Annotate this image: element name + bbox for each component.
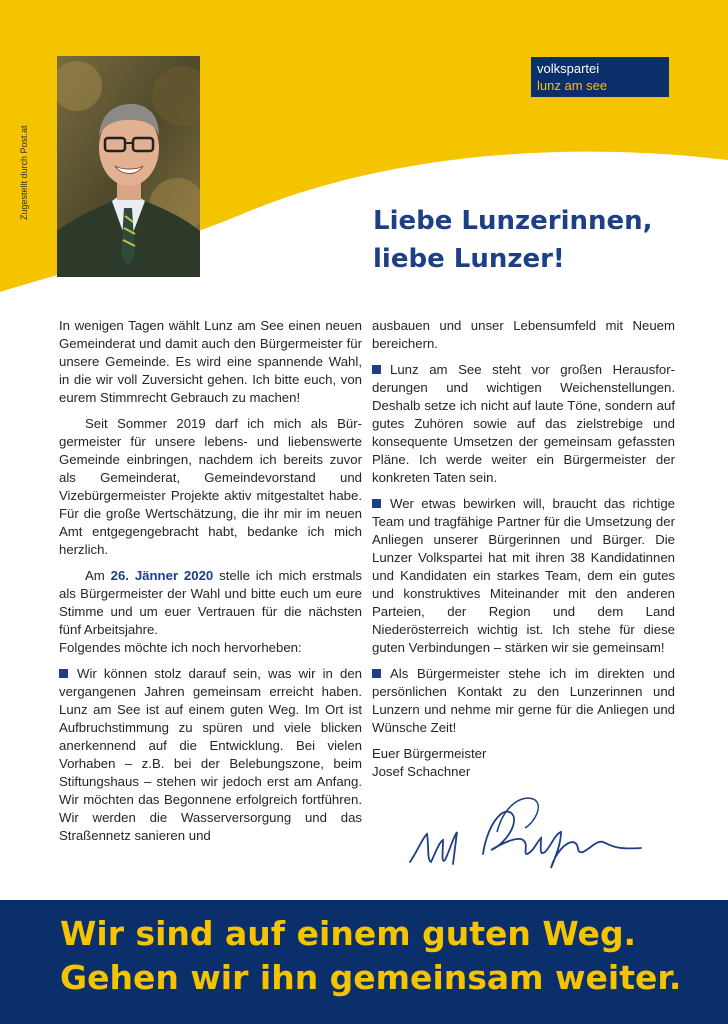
bullet-paragraph-challenges: Lunz am See steht vor großen Herausforderungen und wichtigen Weichenstellungen. Deshalb setze ich nicht auf laute Töne, sondern auf gutes Zuhören sowie auf das zielstrebige und konsequente Umsetzen der gemeinsam gefassten Pläne. Ich werde weiter ein Bürgermeister der konkreten Taten sein. bbox=[372, 362, 675, 485]
paragraph-election-date: Am 26. Jänner 2020 stelle ich mich erstmals als Bürgermeister der Wahl und bitte euch um eure Stimme und um euer Vertrauen für die nächsten fünf Arbeitsjahre. bbox=[59, 568, 362, 637]
bullet-paragraph-team: Wer etwas bewirken will, braucht das richtige Team und tragfähige Partner für die Umsetzung der Anliegen unserer Bürgerinnen und Bürger. Die Lunzer Volkspartei hat mit ihren 38 Kandidatinnen und Kandidaten ein starkes Team, dem ein gutes und konstruktives Miteinander mit den anderen Parteien, der Region und dem Land Niederösterreich wichtig ist. Ich stehe für diese guten Verbindungen – stärken wir sie gemeinsam! bbox=[372, 496, 675, 655]
signoff-title: Euer Bürgermeister bbox=[372, 746, 487, 761]
bullet-square-icon bbox=[372, 669, 381, 678]
election-date: 26. Jänner 2020 bbox=[110, 568, 214, 583]
left-column bbox=[59, 317, 362, 853]
logo-line1: volkspartei bbox=[537, 61, 600, 76]
headline-line1: Liebe Lunzerinnen, bbox=[373, 206, 653, 236]
paragraph-continuation: ausbauen und unser Lebensumfeld mit Neuem bereichern. bbox=[372, 318, 675, 351]
paragraph-intro: In wenigen Tagen wählt Lunz am See einen neuen Gemeinderat und damit auch den Bürgermeister für unsere Gemeinde. Es wird eine spannende Wahl, in die wir voll Zuversicht gehen. Ich bitte euch, von eurem Stimmrecht Gebrauch zu machen! bbox=[59, 318, 362, 405]
slogan-line1: Wir sind auf einem guten Weg. bbox=[60, 914, 637, 953]
signoff-name: Josef Schachner bbox=[372, 764, 471, 779]
bullet-paragraph-achievements: Wir können stolz darauf sein, was wir in den vergangenen Jahren gemeinsam erreicht haben. Lunz am See ist auf einem guten Weg. Im Ort ist Aufbruchstimmung zu spüren und viele blicken anerkennend auf die Entwicklung. Bei vielen Vorhaben – z.B. bei der Belebungszone, beim Stiftungshaus – stehen wir jedoch erst am Anfang. Wir möchten das Begonnene erfolgreich fortführen. Wir werden die Wasserversorgung und das Straßennetz sanieren und bbox=[59, 666, 362, 843]
slogan-line2: Gehen wir ihn gemeinsam weiter. bbox=[60, 958, 682, 997]
headline bbox=[373, 202, 713, 278]
bullet-square-icon bbox=[59, 669, 68, 678]
right-column bbox=[372, 317, 675, 789]
footer-banner bbox=[0, 900, 728, 1024]
bullet-square-icon bbox=[372, 365, 381, 374]
paragraph-highlight-intro: Folgendes möchte ich noch hervorheben: bbox=[59, 640, 302, 655]
party-logo bbox=[531, 57, 669, 97]
headline-line2: liebe Lunzer! bbox=[373, 244, 565, 274]
handwritten-signature bbox=[405, 792, 645, 878]
bullet-square-icon bbox=[372, 499, 381, 508]
signoff bbox=[372, 745, 675, 781]
bullet-paragraph-contact: Als Bürgermeister stehe ich im direkten und persönlichen Kontakt zu den Lunzerinnen und Lunzern und nehme mir gerne für die Anliegen und Wünsche Zeit! bbox=[372, 666, 675, 735]
paragraph-since-2019: Seit Sommer 2019 darf ich mich als Bürgermeister für unsere lebens- und liebenswerte Gemeinde einbringen, nachdem ich bereits zuvor als Gemeinderat, Gemeindevorstand und Vizebürgermeister Projekte aktiv mitgestaltet habe. Für die große Wertschätzung, die ihr mir im neuen Amt entgegengebracht habt, bedanke ich mich herzlich. bbox=[59, 416, 362, 557]
logo-line2: lunz am see bbox=[537, 78, 608, 93]
portrait-photo bbox=[57, 56, 200, 277]
postal-note: Zugestellt durch Post.at bbox=[19, 125, 29, 220]
